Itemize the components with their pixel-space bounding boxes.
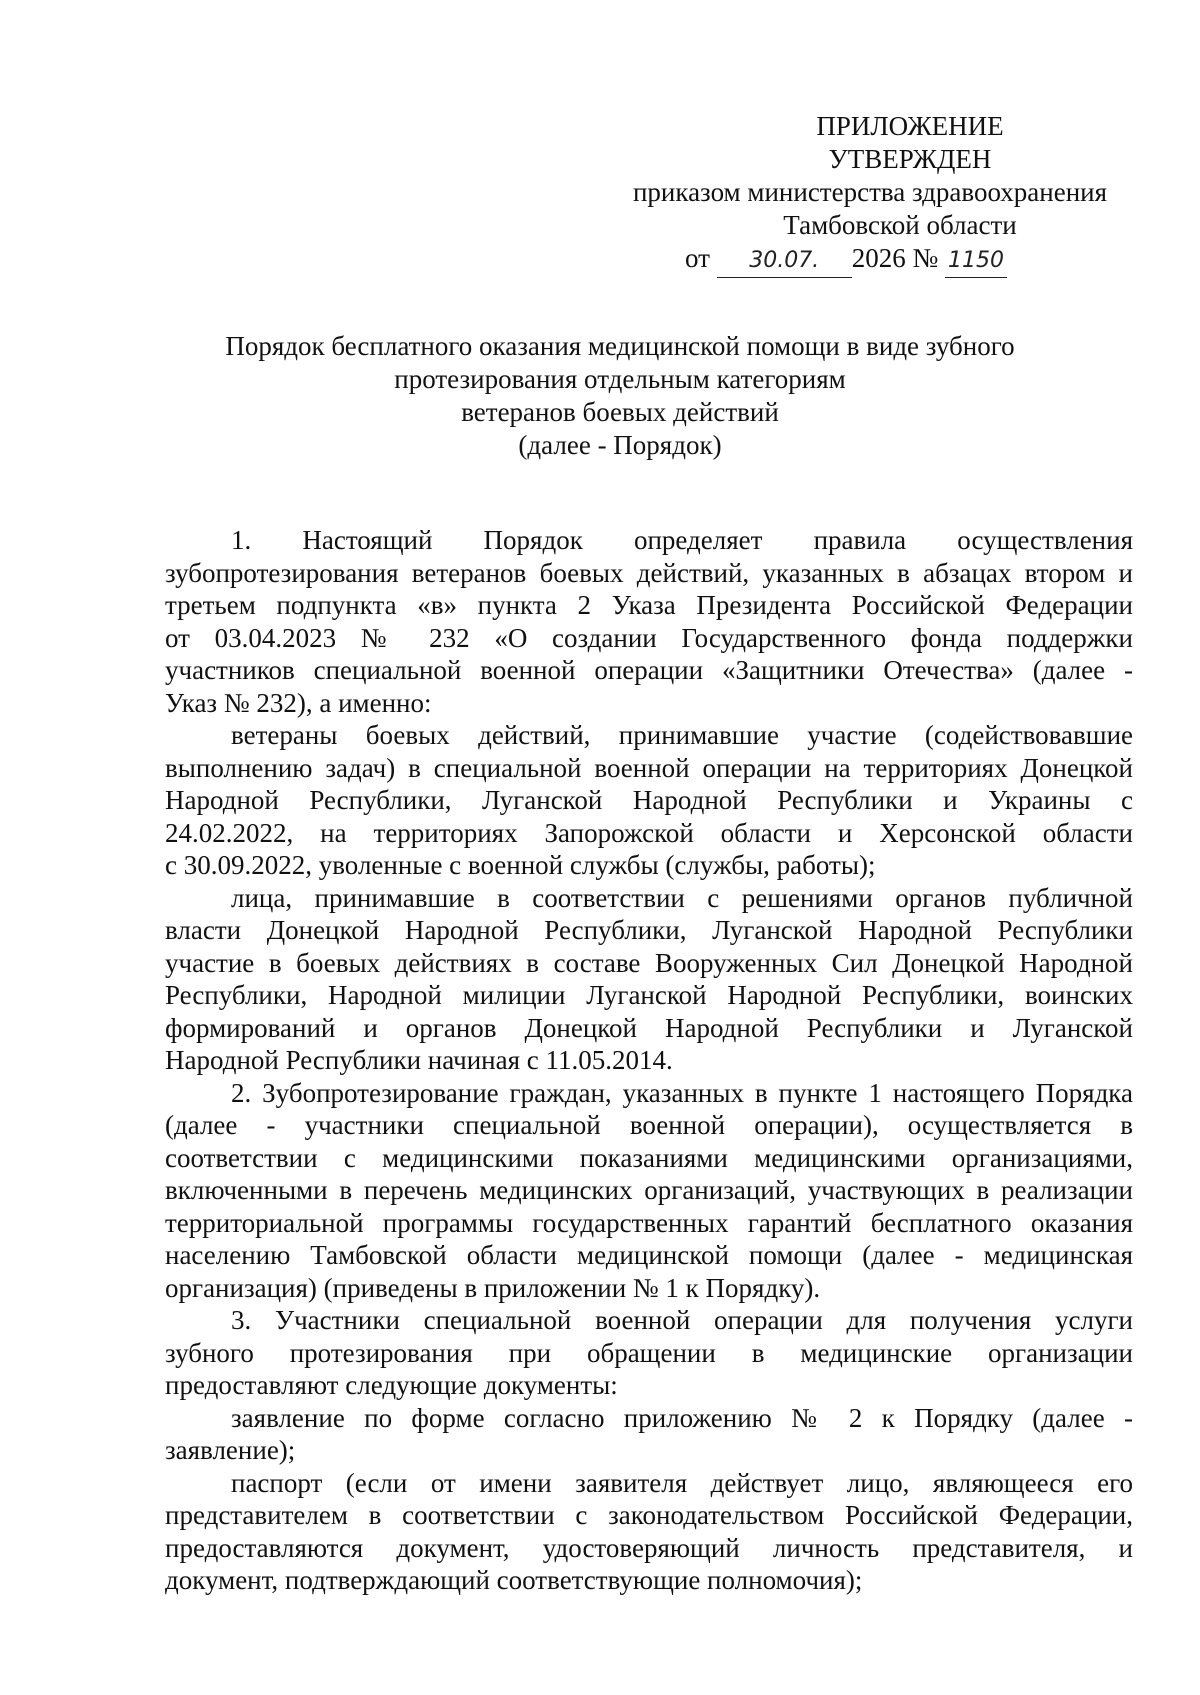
title-line-4: (далее - Порядок) bbox=[518, 430, 722, 460]
order-year: 2026 bbox=[851, 243, 906, 273]
date-prefix: от bbox=[685, 243, 710, 273]
body-line: документ, подтверждающий соответствующие полномочия); bbox=[165, 1565, 863, 1595]
handwritten-date: 30.07. bbox=[749, 248, 820, 273]
body-line: 24.02.2022, на территориях Запорожской области и Херсонской области bbox=[165, 817, 1133, 848]
body-line: заявление по форме согласно приложению № 2 к Порядку (далее - bbox=[231, 1402, 1133, 1433]
body-line: соответствии с медицинскими показаниями медицинскими организациями, bbox=[165, 1142, 1133, 1173]
body-line: представителем в соответствии с законодательством Российской Федерации, bbox=[165, 1500, 1133, 1530]
body-line: 3. Участники специальной военной операции для получения услуги bbox=[231, 1305, 1133, 1335]
body-line: участие в боевых действиях в составе Вооруженных Сил Донецкой Народной bbox=[165, 947, 1133, 978]
body-line: включенными в перечень медицинских организаций, участвующих в реализации bbox=[165, 1175, 1133, 1205]
number-field bbox=[945, 242, 1007, 278]
handwritten-number: 1150 bbox=[947, 248, 1004, 273]
body-line: территориальной программы государственных гарантий бесплатного оказания bbox=[165, 1207, 1133, 1238]
date-field bbox=[717, 242, 852, 278]
body-line: Указ № 232), а именно: bbox=[165, 687, 432, 718]
body-line: предоставляются документ, удостоверяющий личность представителя, и bbox=[165, 1532, 1133, 1563]
title-line-1: Порядок бесплатного оказания медицинской помощи в виде зубного bbox=[225, 331, 1015, 361]
order-date-line bbox=[600, 242, 1140, 278]
body-line: выполнению задач) в специальной военной операции на территориях Донецкой bbox=[165, 752, 1133, 783]
body-line: 2. Зубопротезирование граждан, указанных в пункте 1 настоящего Порядка bbox=[231, 1077, 1133, 1108]
body-line: участников специальной военной операции «Защитники Отечества» (далее - bbox=[165, 655, 1133, 685]
body-line: лица, принимавшие в соответствии с решениями органов публичной bbox=[231, 882, 1133, 913]
number-prefix: № bbox=[912, 243, 939, 273]
body-line: населению Тамбовской области медицинской помощи (далее - медицинская bbox=[165, 1240, 1133, 1270]
body-line: организация) (приведены в приложении № 1 к Порядку). bbox=[165, 1272, 821, 1303]
body-line: паспорт (если от имени заявителя действует лицо, являющееся его bbox=[231, 1467, 1133, 1498]
body-line: Народной Республики начиная с 11.05.2014. bbox=[165, 1045, 673, 1075]
body-line: Народной Республики, Луганской Народной Республики и Украины с bbox=[165, 785, 1133, 815]
approved-label: УТВЕРЖДЕН bbox=[828, 144, 992, 174]
body-line: власти Донецкой Народной Республики, Луганской Народной Республики bbox=[165, 915, 1133, 945]
appendix-label: ПРИЛОЖЕНИЕ bbox=[816, 111, 1004, 141]
body-line: предоставляют следующие документы: bbox=[165, 1370, 618, 1400]
body-line: ветераны боевых действий, принимавшие участие (содействовавшие bbox=[231, 720, 1133, 750]
body-line: зубопротезирования ветеранов боевых действий, указанных в абзацах втором и bbox=[165, 557, 1133, 588]
region-label: Тамбовской области bbox=[783, 210, 1017, 240]
approved-by-order: приказом министерства здравоохранения bbox=[632, 177, 1108, 207]
document-body bbox=[165, 524, 1133, 1597]
body-line: 1. Настоящий Порядок определяет правила осуществления bbox=[231, 525, 1133, 555]
body-line: Республики, Народной милиции Луганской Народной Республики, воинских bbox=[165, 980, 1133, 1010]
title-line-2: протезирования отдельным категориям bbox=[394, 364, 846, 394]
body-line: заявление); bbox=[165, 1435, 296, 1465]
document-title bbox=[160, 330, 1080, 462]
body-line: зубного протезирования при обращении в медицинские организации bbox=[165, 1337, 1133, 1368]
body-line: (далее - участники специальной военной операции), осуществляется в bbox=[165, 1110, 1133, 1140]
title-line-3: ветеранов боевых действий bbox=[461, 397, 779, 427]
approval-block bbox=[600, 110, 1140, 278]
body-line: формирований и органов Донецкой Народной Республики и Луганской bbox=[165, 1012, 1133, 1043]
body-line: с 30.09.2022, уволенные с военной службы (службы, работы); bbox=[165, 850, 876, 880]
body-line: третьем подпункта «в» пункта 2 Указа Президента Российской Федерации bbox=[165, 590, 1133, 620]
body-line: от 03.04.2023 № 232 «О создании Государственного фонда поддержки bbox=[165, 622, 1133, 653]
